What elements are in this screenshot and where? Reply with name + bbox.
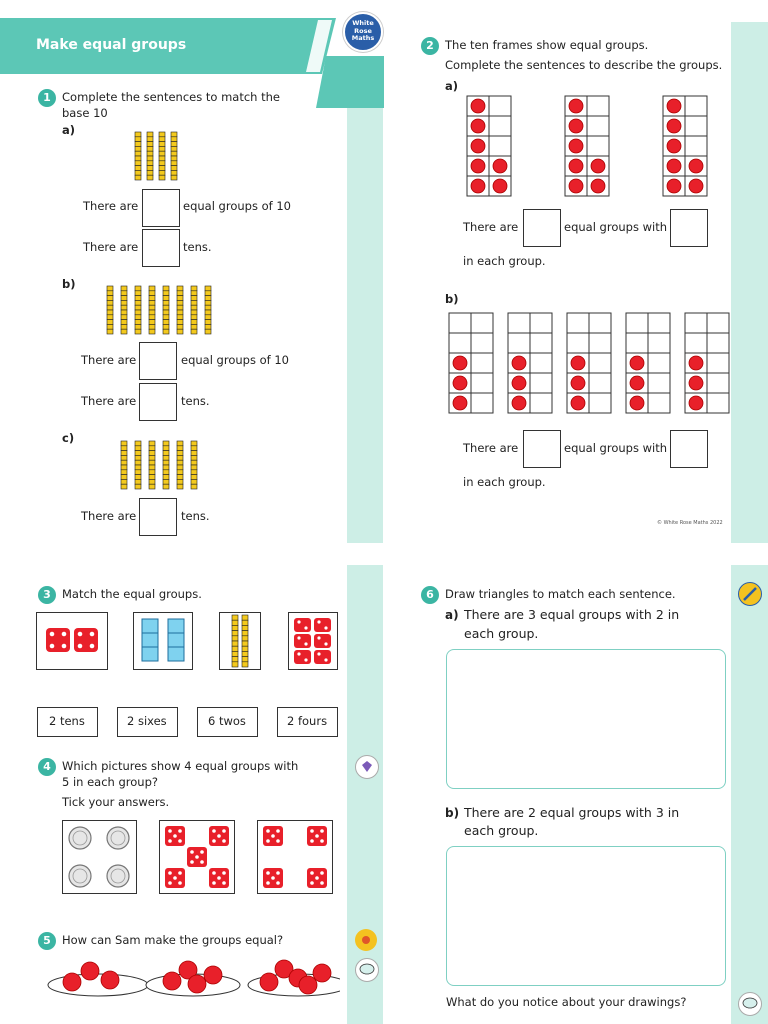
q2b-sentence-start: There are <box>463 441 519 455</box>
blue-cube-columns <box>134 613 192 669</box>
side-strip-bottom-right <box>731 565 768 1024</box>
question-number-1: 1 <box>38 89 56 107</box>
q2a-sentence-end: in each group. <box>463 254 546 268</box>
q6b-label: b) <box>445 806 460 820</box>
base10-rods-q1a <box>132 130 188 182</box>
dice-six-twos <box>289 613 337 669</box>
q1a-answer-box-1[interactable] <box>142 189 180 227</box>
q3-prompt: Match the equal groups. <box>62 587 202 601</box>
ten-frame-b2 <box>507 312 553 414</box>
q6a-line1: There are 3 equal groups with 2 in <box>464 607 680 622</box>
side-strip-bottom-left <box>347 565 383 1024</box>
q2-line1: The ten frames show equal groups. <box>445 38 649 52</box>
q1c-answer-box[interactable] <box>139 498 177 536</box>
base10-rods-q3 <box>229 613 269 669</box>
page-title: Make equal groups <box>36 37 187 53</box>
q4-picture-dice-five-groups[interactable] <box>159 820 235 894</box>
q3-picture-tens-rods[interactable] <box>219 612 261 670</box>
q2-line2: Complete the sentences to describe the groups. <box>445 58 723 72</box>
q2b-sentence-end: in each group. <box>463 475 546 489</box>
ten-frame-b3 <box>566 312 612 414</box>
q3-card-2-label: 2 sixes <box>127 714 167 728</box>
q1a-sentence2-start: There are <box>83 240 139 254</box>
q1b-answer-box-1[interactable] <box>139 342 177 380</box>
q2b-answer-box-each[interactable] <box>670 430 708 468</box>
q2b-answer-box-groups[interactable] <box>523 430 561 468</box>
q2b-sentence-middle: equal groups with <box>564 441 668 455</box>
question-number-2: 2 <box>421 37 439 55</box>
question-number-4: 4 <box>38 758 56 776</box>
coins-picture <box>63 821 136 893</box>
q1-prompt-line2: base 10 <box>62 106 108 120</box>
q6-final-question: What do you notice about your drawings? <box>446 995 687 1009</box>
q3-card-2[interactable] <box>117 707 178 737</box>
dice-five-picture-a <box>160 821 234 893</box>
q6a-line2: each group. <box>464 626 539 641</box>
ten-frame-a3 <box>662 95 708 197</box>
q2a-answer-box-each[interactable] <box>670 209 708 247</box>
q3-card-4-label: 2 fours <box>287 714 328 728</box>
ten-frame-b1 <box>448 312 494 414</box>
q2a-label: a) <box>445 79 459 93</box>
q6a-drawing-area[interactable] <box>446 649 726 789</box>
q6b-drawing-area[interactable] <box>446 846 726 986</box>
speech-bubble-icon <box>355 958 379 982</box>
q3-picture-blue-frames[interactable] <box>133 612 193 670</box>
side-strip-top-right <box>731 22 768 543</box>
side-strip-top-left <box>347 75 383 543</box>
q1c-sentence-end: tens. <box>181 509 210 523</box>
q3-card-4[interactable] <box>277 707 338 737</box>
q4-picture-dice-four-groups[interactable] <box>257 820 333 894</box>
q3-picture-dice-sixes[interactable] <box>288 612 338 670</box>
q4-line3: Tick your answers. <box>62 795 170 809</box>
base10-rods-q1c <box>118 439 204 491</box>
q1a-sentence1-start: There are <box>83 199 139 213</box>
question-number-5: 5 <box>38 932 56 950</box>
q1c-sentence-start: There are <box>81 509 137 523</box>
q1b-sentence1-start: There are <box>81 353 137 367</box>
q3-card-3-label: 6 twos <box>208 714 246 728</box>
ten-frame-a2 <box>564 95 610 197</box>
q1a-label: a) <box>62 123 76 137</box>
q1a-sentence2-end: tens. <box>183 240 212 254</box>
q1c-label: c) <box>62 431 75 445</box>
gem-icon <box>355 755 379 779</box>
q1b-label: b) <box>62 277 76 291</box>
q2a-sentence-middle: equal groups with <box>564 220 668 234</box>
q6b-line1: There are 2 equal groups with 3 in <box>464 805 680 820</box>
ten-frame-b5 <box>684 312 730 414</box>
plates-of-apples <box>40 955 340 1000</box>
ten-frame-b4 <box>625 312 671 414</box>
question-number-6: 6 <box>421 586 439 604</box>
base10-rods-q1b <box>104 284 218 336</box>
q1b-sentence1-end: equal groups of 10 <box>181 353 289 367</box>
q3-picture-dice-fours[interactable] <box>36 612 108 670</box>
q1-prompt-line1: Complete the sentences to match the <box>62 90 280 104</box>
dice-two-fours <box>37 613 107 669</box>
q4-line2: 5 in each group? <box>62 775 159 789</box>
q2b-label: b) <box>445 292 459 306</box>
q1a-answer-box-2[interactable] <box>142 229 180 267</box>
q3-card-1[interactable] <box>37 707 98 737</box>
q2a-answer-box-groups[interactable] <box>523 209 561 247</box>
q1b-sentence2-start: There are <box>81 394 137 408</box>
pencil-icon <box>738 582 762 606</box>
q1a-sentence1-end: equal groups of 10 <box>183 199 291 213</box>
q3-card-3[interactable] <box>197 707 258 737</box>
q4-picture-coins[interactable] <box>62 820 137 894</box>
banner-accent <box>312 56 384 108</box>
flower-icon <box>355 929 377 951</box>
q1b-sentence2-end: tens. <box>181 394 210 408</box>
speech-bubble-icon-2 <box>738 992 762 1016</box>
question-number-3: 3 <box>38 586 56 604</box>
header-banner <box>0 18 336 74</box>
q1b-answer-box-2[interactable] <box>139 383 177 421</box>
q6-prompt: Draw triangles to match each sentence. <box>445 587 676 601</box>
dice-five-picture-b <box>258 821 332 893</box>
q6b-line2: each group. <box>464 823 539 838</box>
q3-card-1-label: 2 tens <box>49 714 85 728</box>
q2a-sentence-start: There are <box>463 220 519 234</box>
q5-prompt: How can Sam make the groups equal? <box>62 933 284 947</box>
ten-frame-a1 <box>466 95 512 197</box>
white-rose-maths-logo: White Rose Maths <box>343 12 383 52</box>
q6a-label: a) <box>445 608 459 622</box>
copyright: © White Rose Maths 2022 <box>657 520 723 526</box>
q4-line1: Which pictures show 4 equal groups with <box>62 759 299 773</box>
